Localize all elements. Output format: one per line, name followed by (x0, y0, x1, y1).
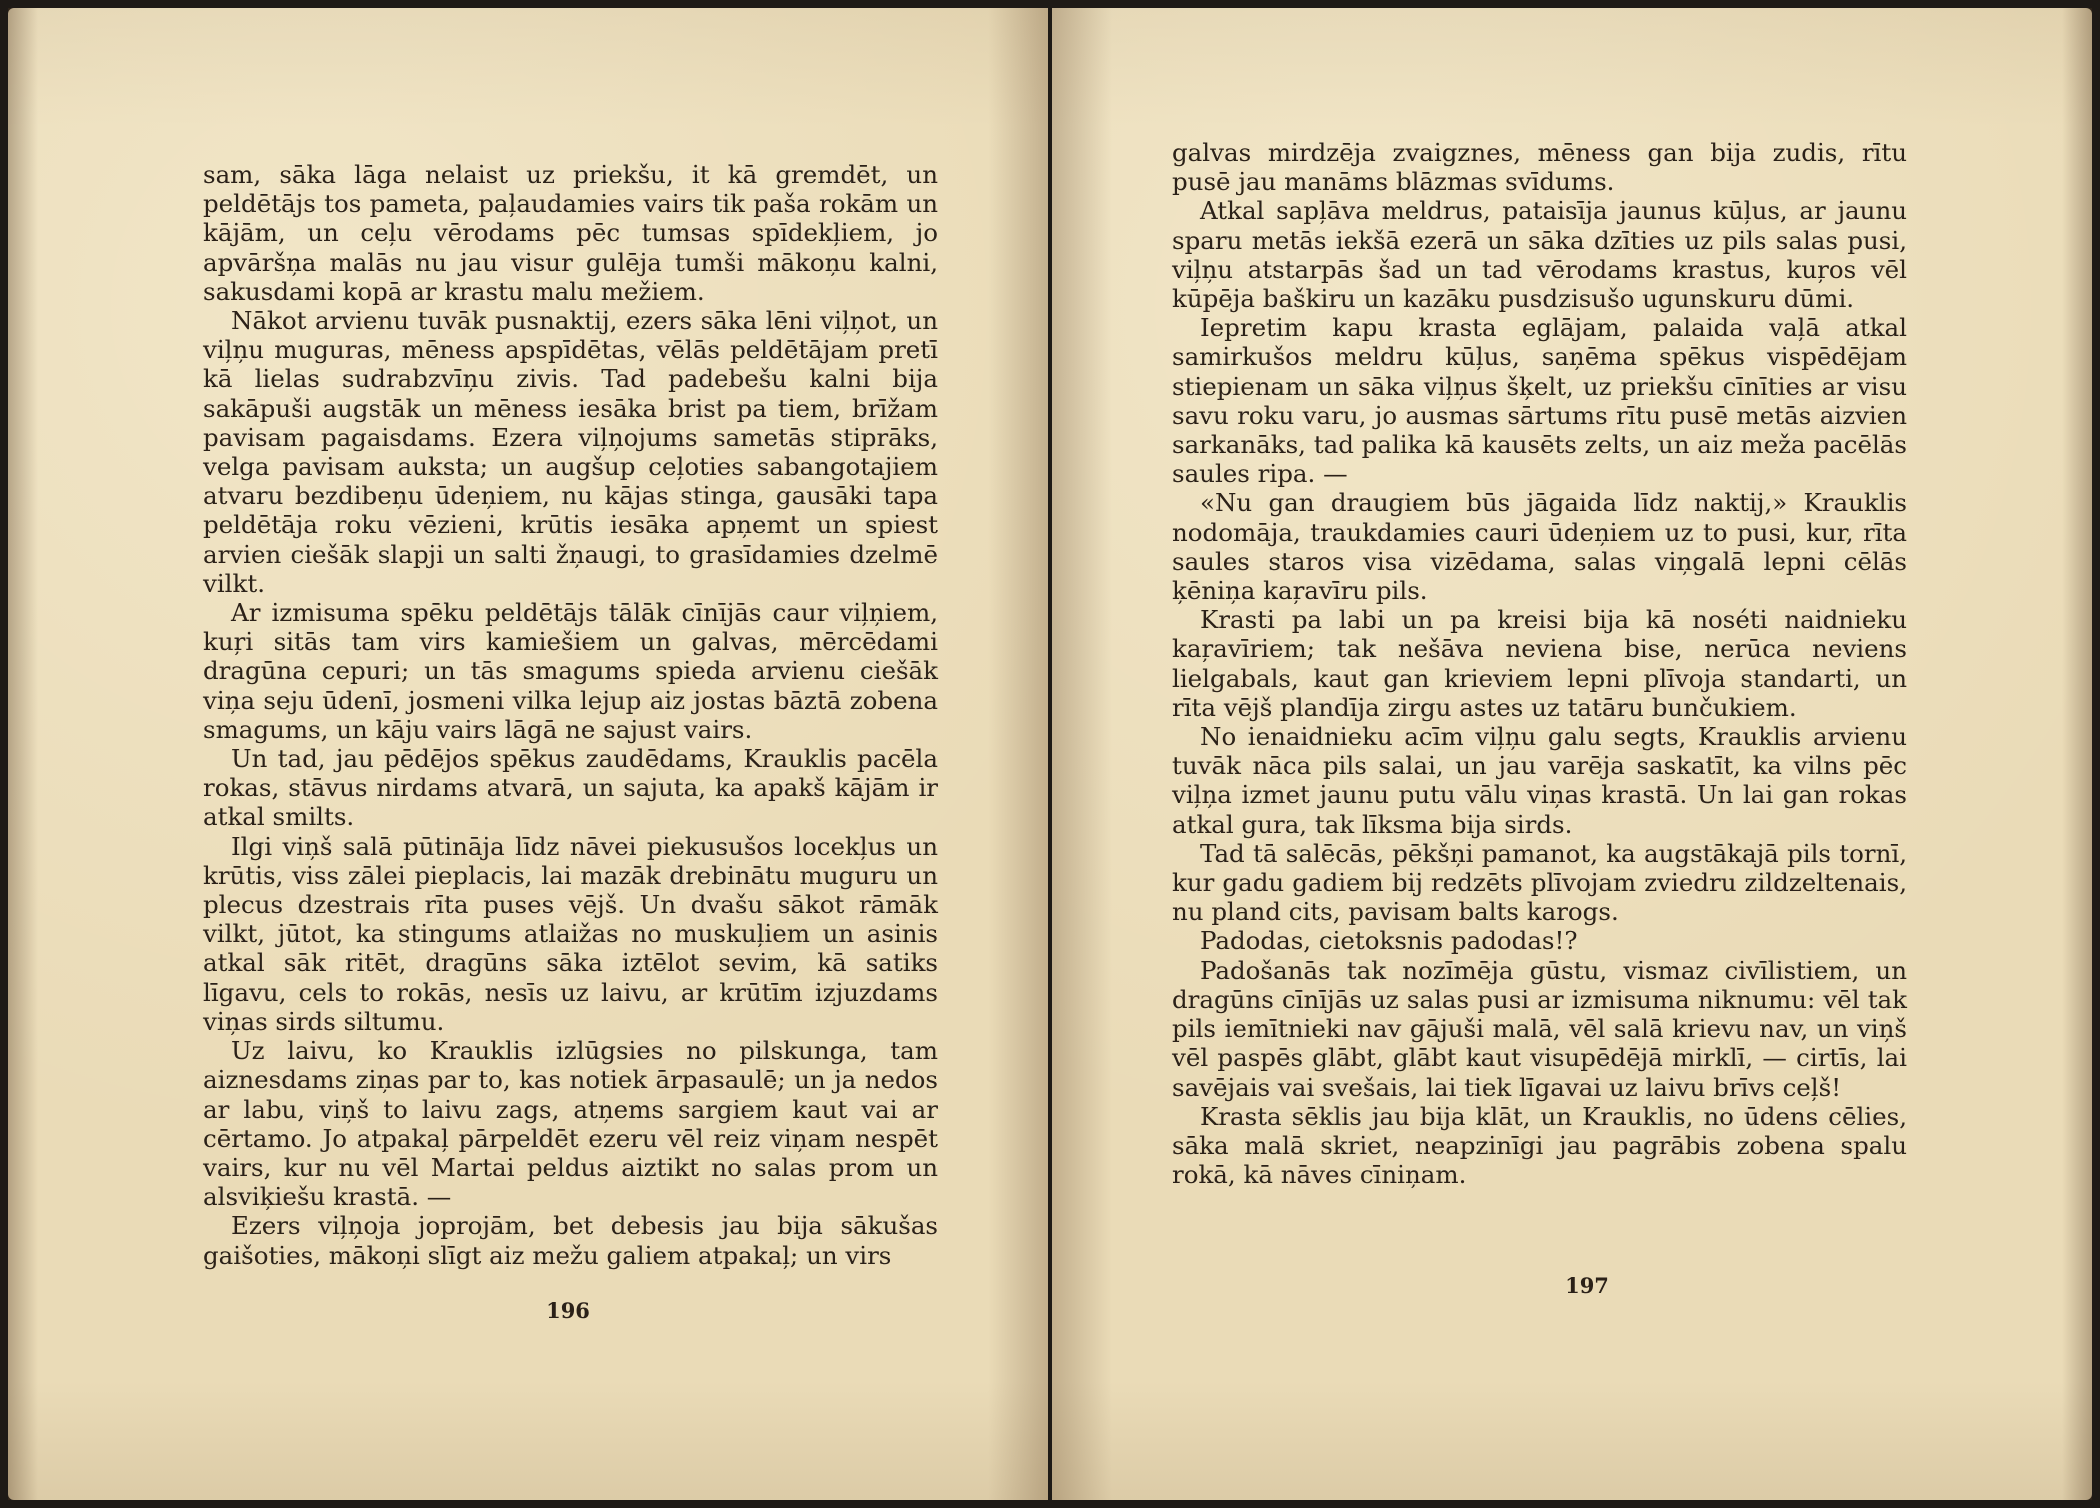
gutter-shadow (988, 8, 1048, 1500)
paragraph: Uz laivu, ko Krauklis izlūgsies no pilskunga, tam aiznesdams ziņas par to, kas notiek ārpasaulē; un ja nedos ar labu, viņš to laivu zags, atņems sargiem kaut vai ar cērtamo. Jo atpakaļ pārpeldēt ezeru vēl reiz viņam nespēt vairs, kur nu vēl Martai peldus aiztikt no salas prom un alsviķiešu krastā. — (203, 1036, 938, 1212)
paragraph: Ar izmisuma spēku peldētājs tālāk cīnījās caur viļņiem, kuŗi sitās tam virs kamiešiem un galvas, mērcēdami dragūna cepuri; un tās smagums spieda arvienu ciešāk viņa seju ūdenī, josmeni vilka lejup aiz jostas bāztā zobena smagums, un kāju vairs lāgā ne sajust vairs. (203, 598, 938, 744)
paragraph: Ilgi viņš salā pūtināja līdz nāvei piekusušos locekļus un krūtis, viss zālei pieplacis, lai mazāk drebinātu muguru un plecus dzestrais rīta puses vējš. Un dvašu sākot rāmāk vilkt, jūtot, ka stingums atlaižas no muskuļiem un asinis atkal sāk ritēt, dragūns sāka iztēlot sevim, kā satiks līgavu, cels to rokās, nesīs uz laivu, ar krūtīm izjuzdams viņas sirds siltumu. (203, 831, 938, 1036)
paragraph: Krasta sēklis jau bija klāt, un Krauklis, no ūdens cēlies, sāka malā skriet, neapzinīgi jau pagrābis zobena spalu rokā, kā nāves cīniņam. (1172, 1101, 1907, 1190)
right-text-block (1172, 138, 1907, 1189)
gutter-shadow (1052, 8, 1112, 1500)
paragraph: Ezers viļņoja joprojām, bet debesis jau bija sākušas gaišoties, mākoņi slīgt aiz mežu galiem atpakaļ; un virs (203, 1211, 938, 1270)
paragraph: Padošanās tak nozīmēja gūstu, vismaz civīlistiem, un dragūns cīnījās uz salas pusi ar izmisuma niknumu: vēl tak pils iemītnieki nav gājuši malā, vēl salā krievu nav, un viņš vēl paspēs glābt, glābt kaut visupēdējā mirklī, — cirtīs, lai savējais vai svešais, lai tiek līgavai uz laivu brīvs ceļš! (1172, 955, 1907, 1102)
paragraph: Tad tā salēcās, pēkšņi pamanot, ka augstākajā pils tornī, kur gadu gadiem bij redzēts plīvojam zviedru zildzeltenais, nu pland cits, pavisam balts karogs. (1172, 838, 1907, 927)
right-page (1052, 8, 2092, 1500)
page-number: 196 (546, 1298, 590, 1323)
page-number: 197 (1565, 1273, 1609, 1298)
paragraph: No ienaidnieku acīm viļņu galu segts, Krauklis arvienu tuvāk nāca pils salai, un jau varēja saskatīt, ka vilns pēc viļņa izmet jaunu putu vālu viņas krastā. Un lai gan rokas atkal gura, tak līksma bija sirds. (1172, 722, 1907, 839)
page-edge-shadow (2062, 8, 2092, 1500)
paragraph: Padodas, cietoksnis padodas!? (1200, 926, 1578, 956)
paragraph: Un tad, jau pēdējos spēkus zaudēdams, Krauklis pacēla rokas, stāvus nirdams atvarā, un sajuta, ka apakš kājām ir atkal smilts. (203, 744, 938, 832)
paragraph: Krasti pa labi un pa kreisi bija kā noséti naidnieku kaŗavīriem; tak nešāva neviena bise, nerūca neviens lielgabals, kaut gan krieviem lepni plīvoja standarti, un rīta vējš plandīja zirgu astes uz tatāru bunčukiem. (1172, 605, 1907, 722)
paragraph: Atkal sapļāva meldrus, pataisīja jaunus kūļus, ar jaunu sparu metās iekšā ezerā un sāka dzīties uz pils salas pusi, viļņu atstarpās šad un tad vērodams krastus, kuŗos vēl kūpēja baškiru un kazāku pusdzisušo ugunskuru dūmi. (1172, 196, 1907, 314)
left-text-block (203, 160, 938, 1270)
page-edge-shadow (8, 8, 38, 1500)
paragraph: Nākot arvienu tuvāk pusnaktij, ezers sāka lēni viļņot, un viļņu muguras, mēness apspīdētas, vēlās peldētājam pretī kā lielas sudrabzvīņu zivis. Tad padebešu kalni bija sakāpuši augstāk un mēness iesāka brist pa tiem, brīžam pavisam pagaisdams. Ezera viļņojums sametās stiprāks, velga pavisam auksta; un augšup ceļoties sabangotajiem atvaru bezdibeņu ūdeņiem, nu kājas stinga, gausāki tapa peldētāja roku vēzieni, krūtis iesāka apņemt un spiest arvien ciešāk slapji un salti žņaugi, to grasīdamies dzelmē vilkt. (203, 306, 938, 598)
paragraph: galvas mirdzēja zvaigznes, mēness gan bija zudis, rītu pusē jau manāms blāzmas svīdums. (1172, 138, 1907, 197)
paragraph: «Nu gan draugiem būs jāgaida līdz naktij,» Krauklis nodomāja, traukdamies cauri ūdeņiem uz to pusi, kur, rīta saules staros visa vizēdama, salas viņgalā lepni cēlās ķēniņa kaŗavīru pils. (1172, 488, 1907, 606)
left-page (8, 8, 1048, 1500)
paragraph: Iepretim kapu krasta eglājam, palaida vaļā atkal samirkušos meldru kūļus, saņēma spēkus vispēdējam stiepienam un sāka viļņus šķelt, uz priekšu cīnīties ar visu savu roku varu, jo ausmas sārtums rītu pusē metās aizvien sarkanāks, tad palika kā kausēts zelts, un aiz meža pacēlās saules ripa. — (1172, 313, 1907, 489)
paragraph: sam, sāka lāga nelaist uz priekšu, it kā gremdēt, un peldētājs tos pameta, paļaudamies vairs tik paša rokām un kājām, un ceļu vērodams pēc tumsas spīdekļiem, jo apvāršņa malās nu jau visur gulēja tumši mākoņu kalni, sakusdami kopā ar krastu malu mežiem. (203, 160, 938, 306)
